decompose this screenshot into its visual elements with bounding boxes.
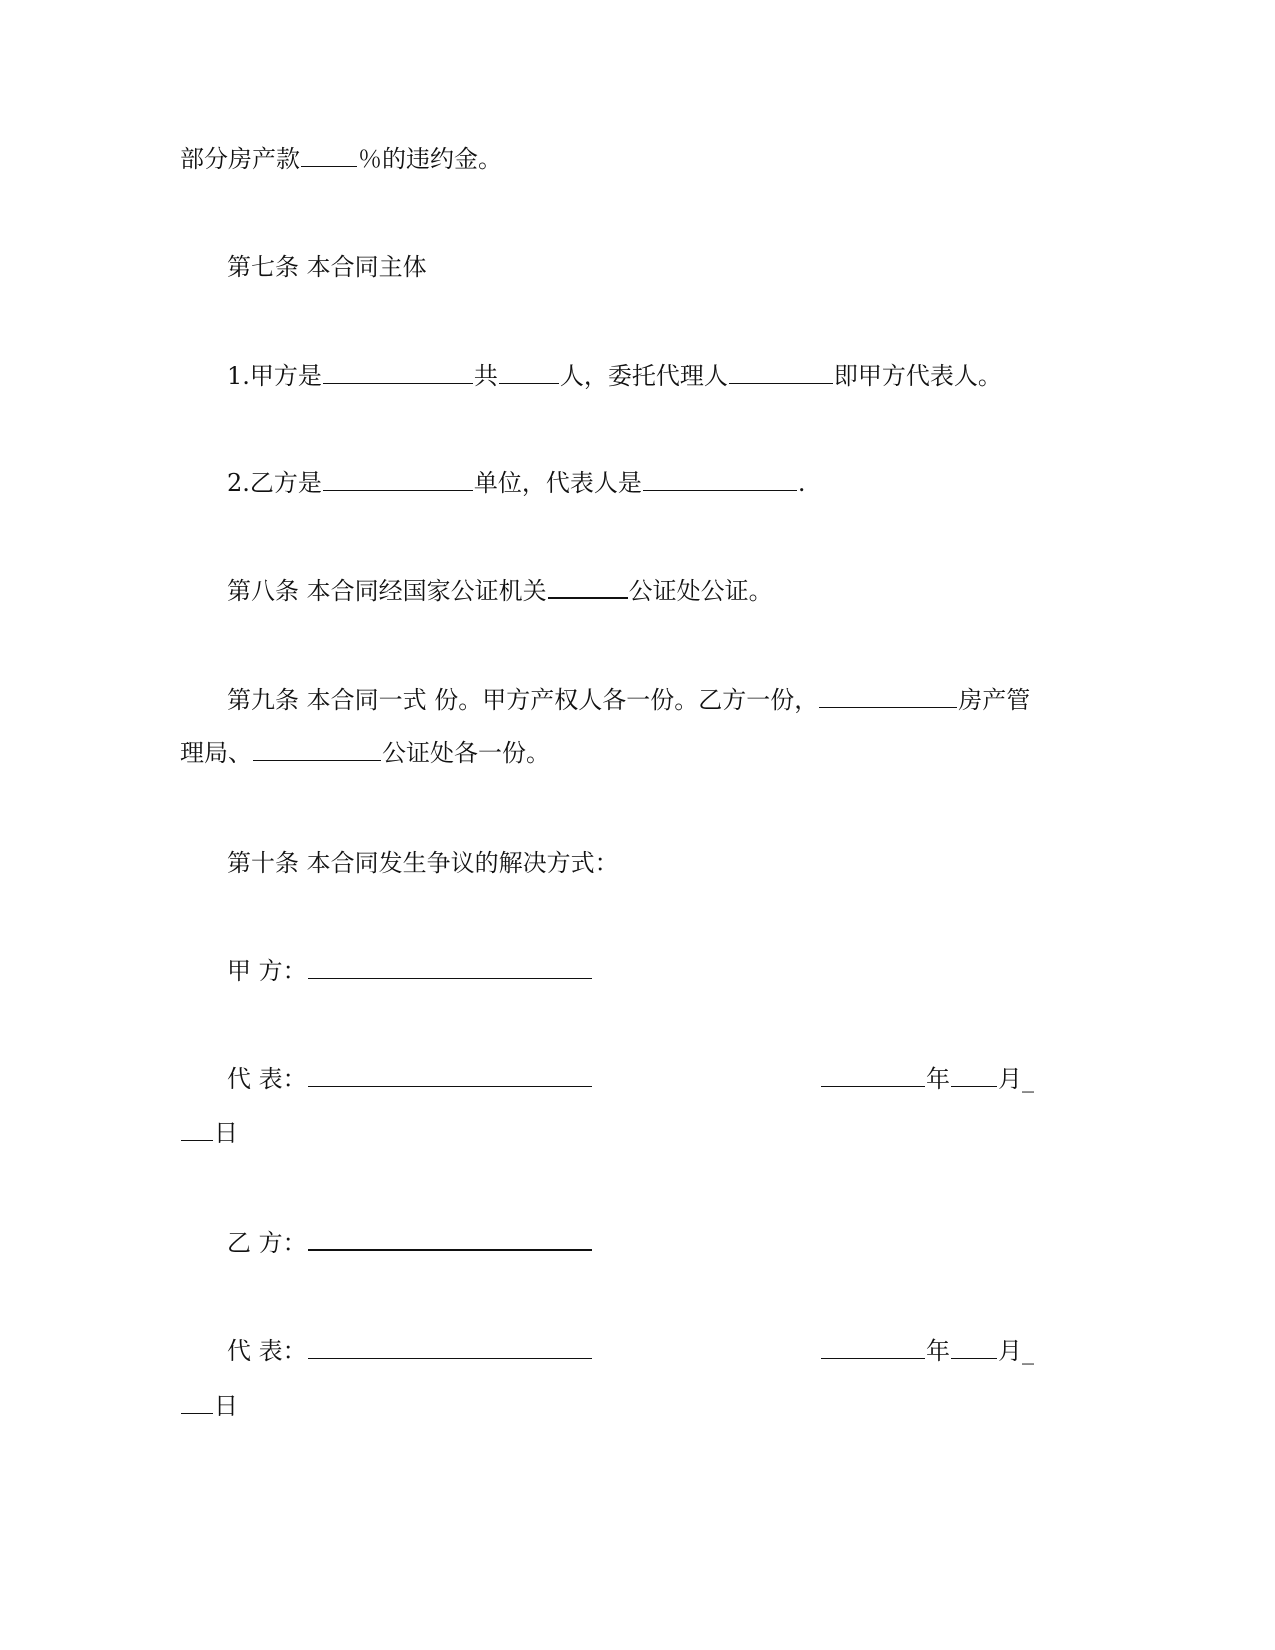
party-a-rep-label: 代 表： <box>227 1065 307 1093</box>
clause6-tail <box>180 143 502 175</box>
item2-prefix: 2.乙方是 <box>227 469 322 497</box>
party-b-signature <box>227 1227 593 1259</box>
year-label: 年 <box>926 1065 950 1093</box>
party-a-rep-blank[interactable] <box>308 1064 592 1087</box>
party-b-name-blank[interactable] <box>323 468 473 491</box>
party-a-signature-blank[interactable] <box>308 956 592 979</box>
party-b-rep-blank[interactable] <box>308 1336 592 1359</box>
party-b-rep-label: 代 表： <box>227 1337 307 1365</box>
clause7-item2 <box>227 467 806 499</box>
item1-suffix: 即甲方代表人。 <box>833 362 1002 390</box>
agent-name-blank[interactable] <box>729 361 833 384</box>
clause6-prefix: 部分房产款 <box>180 145 300 173</box>
party-a-date <box>820 1063 1034 1095</box>
item2-suffix: . <box>797 469 806 497</box>
party-a-label: 甲 方： <box>227 957 307 985</box>
clause6-suffix: ％的违约金。 <box>358 145 502 173</box>
housing-bureau-blank[interactable] <box>819 685 957 708</box>
party-a-name-blank[interactable] <box>323 361 473 384</box>
year-label: 年 <box>926 1337 950 1365</box>
party-b-day-blank[interactable] <box>181 1391 213 1414</box>
clause9-prefix: 第九条 本合同一式 份。甲方产权人各一份。乙方一份， <box>227 686 819 714</box>
percent-blank[interactable] <box>301 144 357 167</box>
party-b-signature-blank[interactable] <box>308 1227 592 1251</box>
clause9-line2-prefix: 理局、 <box>180 739 252 767</box>
notary-office-blank[interactable] <box>253 738 381 761</box>
clause7-item1 <box>227 360 1002 392</box>
clause8 <box>227 575 773 607</box>
item2-mid: 单位，代表人是 <box>473 469 642 497</box>
party-a-day <box>180 1117 238 1149</box>
party-b-month-blank[interactable] <box>951 1336 997 1359</box>
trailing-underscore: _ <box>1022 1337 1034 1365</box>
party-b-rep-blank[interactable] <box>643 468 797 491</box>
item1-mid2: 人，委托代理人 <box>559 362 728 390</box>
clause10-title: 第十条 本合同发生争议的解决方式： <box>227 849 619 877</box>
day-label: 日 <box>214 1392 238 1420</box>
month-label: 月 <box>998 1337 1022 1365</box>
party-a-day-blank[interactable] <box>181 1118 213 1141</box>
clause9-line2-suffix: 公证处各一份。 <box>382 739 550 767</box>
party-a-signature <box>227 955 593 987</box>
party-b-year-blank[interactable] <box>821 1336 925 1359</box>
party-a-rep-signature <box>227 1063 593 1095</box>
clause9-suffix1: 房产管 <box>958 686 1031 714</box>
clause7-title: 第七条 本合同主体 <box>227 253 427 281</box>
notary-name-blank[interactable] <box>548 575 628 599</box>
trailing-underscore: _ <box>1022 1065 1034 1093</box>
clause8-prefix: 第八条 本合同经国家公证机关 <box>227 577 547 605</box>
item1-prefix: 1.甲方是 <box>227 362 322 390</box>
party-b-rep-signature <box>227 1335 593 1367</box>
party-b-label: 乙 方： <box>227 1229 307 1257</box>
clause9-line2 <box>180 737 550 769</box>
party-b-date <box>820 1335 1034 1367</box>
clause8-suffix: 公证处公证。 <box>628 577 773 605</box>
party-a-count-blank[interactable] <box>499 361 559 384</box>
day-label: 日 <box>214 1119 238 1147</box>
party-a-year-blank[interactable] <box>821 1064 925 1087</box>
party-a-month-blank[interactable] <box>951 1064 997 1087</box>
party-b-day <box>180 1390 238 1422</box>
month-label: 月 <box>998 1065 1022 1093</box>
clause9-line1 <box>227 684 1030 716</box>
item1-mid1: 共 <box>473 362 498 390</box>
